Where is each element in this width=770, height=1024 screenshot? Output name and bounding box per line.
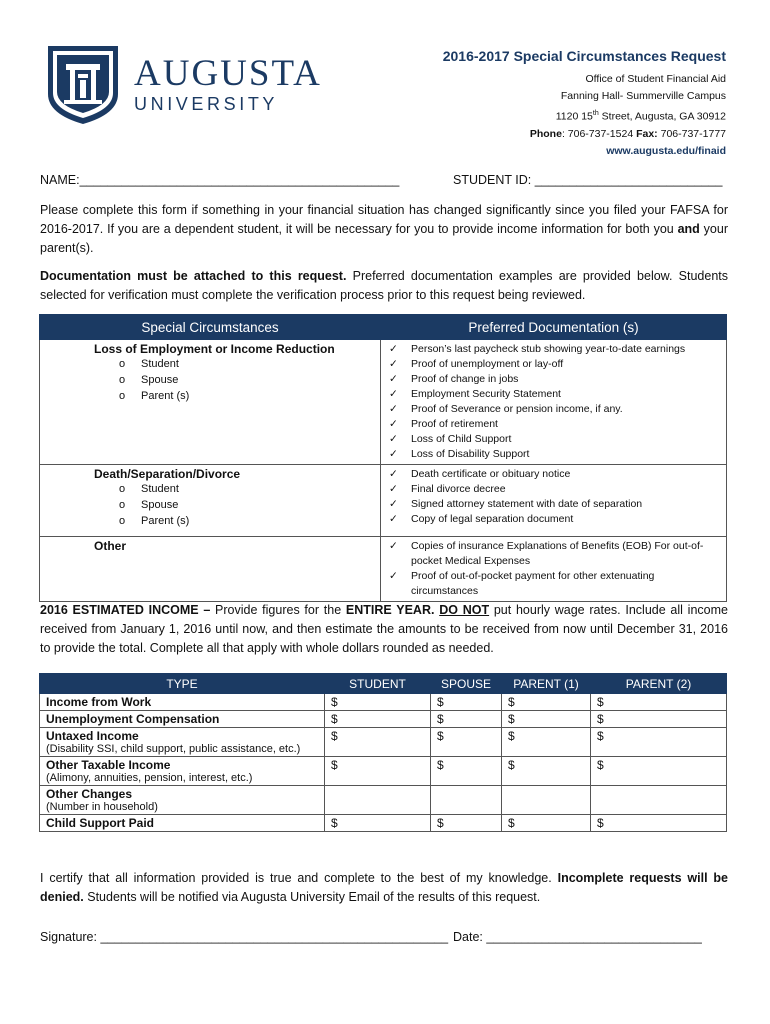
check-icon: ✓ (389, 448, 398, 460)
income-amount-cell[interactable]: $ (431, 711, 502, 728)
brand-wordmark (134, 53, 322, 115)
circumstance-row (40, 465, 727, 537)
income-amount-cell[interactable] (325, 786, 431, 815)
income-type-cell: Other Changes (Number in household) (40, 786, 325, 815)
documentation-item: ✓ Employment Security Statement (389, 388, 561, 400)
student-id-field[interactable]: STUDENT ID: ___________________________ (453, 173, 723, 187)
documentation-item: ✓ Signed attorney statement with date of separation (389, 498, 643, 510)
income-row (40, 728, 727, 757)
col-parent-1: PARENT (1) (502, 674, 591, 694)
income-paragraph: 2016 ESTIMATED INCOME – Provide figures for the ENTIRE YEAR. DO NOT put hourly wage rates. Include all income received from January 1, 2016 until now, and then estimate the amounts to be received from now until December 31, 2016 to provide the total. Complete all that apply with whole dollars rounded as needed. (40, 603, 728, 655)
income-row (40, 815, 727, 832)
col-preferred-documentation: Preferred Documentation (s) (381, 315, 727, 340)
income-amount-cell[interactable]: $ (325, 757, 431, 786)
circumstance-row (40, 340, 727, 465)
circumstances-table (39, 314, 727, 602)
brand-name: AUGUSTA (134, 53, 322, 94)
income-amount-cell[interactable]: $ (591, 711, 727, 728)
check-icon: ✓ (389, 358, 398, 370)
documentation-item: ✓ Copies of insurance Explanations of Benefits (EOB) For out-of-pocket Medical Expenses (389, 540, 704, 567)
income-row (40, 711, 727, 728)
circumstance-cell (40, 537, 381, 602)
income-row (40, 786, 727, 815)
check-icon: ✓ (389, 373, 398, 385)
income-amount-cell[interactable] (502, 786, 591, 815)
documentation-item: ✓ Proof of out-of-pocket payment for other extenuating circumstances (389, 570, 655, 597)
col-spouse: SPOUSE (431, 674, 502, 694)
income-amount-cell[interactable]: $ (325, 694, 431, 711)
income-amount-cell[interactable] (431, 786, 502, 815)
income-amount-cell[interactable]: $ (325, 815, 431, 832)
col-type: TYPE (40, 674, 325, 694)
check-icon: ✓ (389, 498, 398, 510)
income-amount-cell[interactable]: $ (502, 711, 591, 728)
circumstance-option[interactable]: o Student (119, 358, 179, 370)
income-type-cell: Other Taxable Income (Alimony, annuities, pension, interest, etc.) (40, 757, 325, 786)
circumstance-title: Other (94, 539, 127, 553)
income-amount-cell[interactable]: $ (431, 728, 502, 757)
income-type-cell: Child Support Paid (40, 815, 325, 832)
circumstance-option[interactable]: o Parent (s) (119, 390, 190, 402)
col-special-circumstances: Special Circumstances (40, 315, 381, 340)
date-field[interactable]: Date: _______________________________ (453, 930, 702, 944)
income-amount-cell[interactable]: $ (591, 757, 727, 786)
website-link[interactable]: www.augusta.edu/finaid (606, 144, 726, 157)
documentation-paragraph: Documentation must be attached to this request. Preferred documentation examples are provided below. Students selected for verification must complete the verification process prior to this request being reviewed. (40, 269, 728, 302)
documentation-item: ✓ Proof of change in jobs (389, 373, 519, 385)
check-icon: ✓ (389, 418, 398, 430)
check-icon: ✓ (389, 388, 398, 400)
documentation-item: ✓ Loss of Child Support (389, 433, 512, 445)
circumstance-title: Loss of Employment or Income Reduction (94, 342, 335, 356)
circumstance-option[interactable]: o Spouse (119, 499, 179, 511)
documentation-item: ✓ Proof of retirement (389, 418, 498, 430)
col-student: STUDENT (325, 674, 431, 694)
income-amount-cell[interactable]: $ (502, 694, 591, 711)
documentation-item: ✓ Death certificate or obituary notice (389, 468, 571, 480)
col-parent-2: PARENT (2) (591, 674, 727, 694)
form-title: 2016-2017 Special Circumstances Request (442, 48, 726, 64)
circumstance-cell (40, 340, 381, 465)
circumstance-row (40, 537, 727, 602)
name-field[interactable]: NAME:______________________________________________ (40, 173, 400, 187)
income-amount-cell[interactable]: $ (325, 728, 431, 757)
documentation-item: ✓ Loss of Disability Support (389, 448, 530, 460)
circumstance-option[interactable]: o Student (119, 483, 179, 495)
income-amount-cell[interactable] (591, 786, 727, 815)
income-amount-cell[interactable]: $ (431, 694, 502, 711)
income-type-cell: Income from Work (40, 694, 325, 711)
check-icon: ✓ (389, 540, 398, 552)
intro-paragraph: Please complete this form if something in your financial situation has changed significantly since you filed your FAFSA for 2016-2017. If you are a dependent student, it will be necessary for you to provide income information for both you and your parent(s). (40, 203, 728, 255)
income-table (39, 673, 727, 832)
income-amount-cell[interactable]: $ (431, 815, 502, 832)
documentation-item: ✓ Proof of unemployment or lay-off (389, 358, 564, 370)
signature-field[interactable]: Signature: __________________________________________________ (40, 930, 449, 944)
income-amount-cell[interactable]: $ (325, 711, 431, 728)
documentation-cell (381, 340, 727, 465)
certification-paragraph: I certify that all information provided is true and complete to the best of my knowledge. Incomplete requests will be denied. Students will be notified via Augusta University Email of the results of this request. (40, 871, 728, 904)
documentation-item: ✓ Person’s last paycheck stub showing year-to-date earnings (389, 343, 686, 355)
check-icon: ✓ (389, 343, 398, 355)
check-icon: ✓ (389, 433, 398, 445)
check-icon: ✓ (389, 513, 398, 525)
income-amount-cell[interactable]: $ (502, 815, 591, 832)
office-header (443, 48, 726, 160)
documentation-item: ✓ Proof of Severance or pension income, if any. (389, 403, 623, 415)
building: Fanning Hall- Summerville Campus (560, 90, 726, 102)
check-icon: ✓ (389, 468, 398, 480)
augusta-shield-logo (46, 44, 120, 126)
income-type-cell: Unemployment Compensation (40, 711, 325, 728)
circumstance-cell (40, 465, 381, 537)
income-row (40, 757, 727, 786)
income-row (40, 694, 727, 711)
circumstance-option[interactable]: o Parent (s) (119, 515, 190, 527)
income-amount-cell[interactable]: $ (591, 728, 727, 757)
check-icon: ✓ (389, 483, 398, 495)
income-amount-cell[interactable]: $ (431, 757, 502, 786)
circumstance-option[interactable]: o Spouse (119, 374, 179, 386)
documentation-item: ✓ Final divorce decree (389, 483, 506, 495)
income-type-cell: Untaxed Income (Disability SSI, child support, public assistance, etc.) (40, 728, 325, 757)
brand-sub: UNIVERSITY (134, 94, 279, 114)
income-amount-cell[interactable]: $ (502, 757, 591, 786)
office-name: Office of Student Financial Aid (585, 73, 726, 85)
phone-fax: Phone: 706-737-1524 Fax: 706-737-1777 (529, 127, 726, 140)
documentation-cell (381, 465, 727, 537)
check-icon: ✓ (389, 403, 398, 415)
income-amount-cell[interactable]: $ (591, 694, 727, 711)
street-address: 1120 15th Street, Augusta, GA 30912 (555, 110, 726, 123)
documentation-item: ✓ Copy of legal separation document (389, 513, 574, 525)
documentation-cell (381, 537, 727, 602)
circumstance-title: Death/Separation/Divorce (94, 467, 241, 481)
income-amount-cell[interactable]: $ (591, 815, 727, 832)
check-icon: ✓ (389, 570, 398, 582)
income-amount-cell[interactable]: $ (502, 728, 591, 757)
